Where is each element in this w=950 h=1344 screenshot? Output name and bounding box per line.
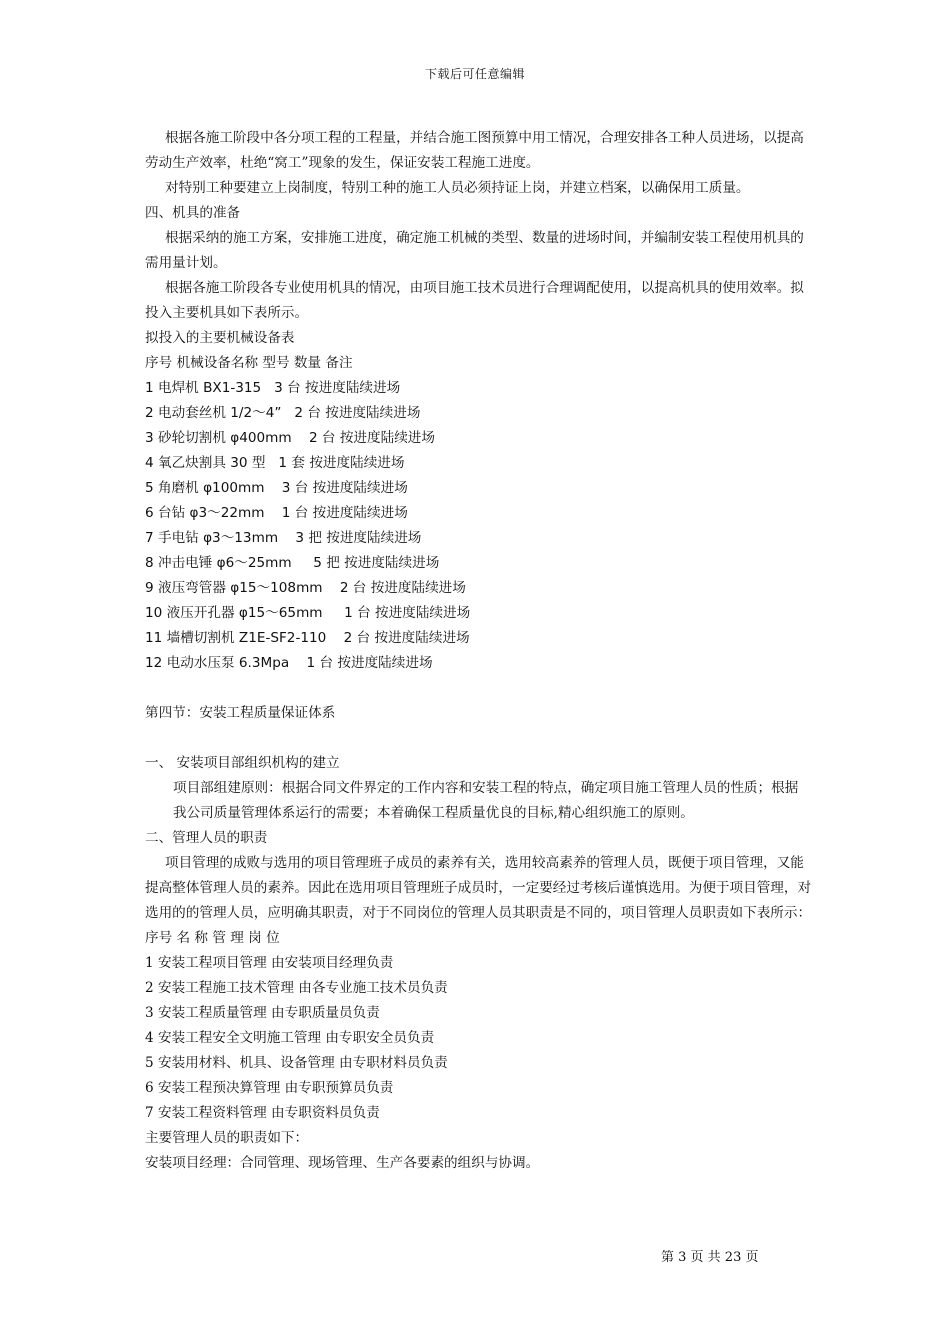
paragraph-organization-principle: 项目部组建原则：根据合同文件界定的工作内容和安装工程的特点，确定项目施工管理人员的性质；根据	[173, 780, 799, 796]
equipment-table-title: 拟投入的主要机械设备表	[145, 330, 295, 346]
paragraph-organization-principle-cont: 我公司质量管理体系运行的需要；本着确保工程质量优良的目标,精心组织施工的原则。	[173, 805, 694, 821]
paragraph-special-trades: 对特别工种要建立上岗制度，特别工种的施工人员必须持证上岗，并建立档案，以确保用工质量。	[165, 180, 750, 196]
equipment-table-header: 序号 机械设备名称 型号 数量 备注	[145, 355, 353, 371]
heading-manager-duties: 二、管理人员的职责	[145, 830, 268, 846]
list-item: 9 液压弯管器 φ15～108mm 2 台 按进度陆续进场	[145, 580, 466, 596]
spacer	[145, 676, 815, 701]
list-item: 4 安装工程安全文明施工管理 由专职安全员负责	[145, 1030, 435, 1046]
list-item: 2 电动套丝机 1/2～4” 2 台 按进度陆续进场	[145, 405, 421, 421]
project-manager-duty: 安装项目经理：合同管理、现场管理、生产各要素的组织与协调。	[145, 1155, 540, 1171]
paragraph-equipment-plan: 根据采纳的施工方案，安排施工进度，确定施工机械的类型、数量的进场时间，并编制安装工程使用机具的需用量计划。	[145, 230, 804, 271]
list-item: 7 安装工程资料管理 由专职资料员负责	[145, 1105, 380, 1121]
list-item: 6 安装工程预决算管理 由专职预算员负责	[145, 1080, 394, 1096]
list-item: 5 安装用材料、机具、设备管理 由专职材料员负责	[145, 1055, 448, 1071]
list-item: 3 砂轮切割机 φ400mm 2 台 按进度陆续进场	[145, 430, 435, 446]
paragraph-equipment-usage: 根据各施工阶段各专业使用机具的情况，由项目施工技术员进行合理调配使用，以提高机具的使用效率。拟投入主要机具如下表所示。	[145, 280, 804, 321]
list-item: 6 台钻 φ3～22mm 1 台 按进度陆续进场	[145, 505, 408, 521]
list-item: 2 安装工程施工技术管理 由各专业施工技术员负责	[145, 980, 448, 996]
paragraph-manager-selection: 项目管理的成败与选用的项目管理班子成员的素养有关，选用较高素养的管理人员，既便于项目管理，又能提高整体管理人员的素养。因此在选用项目管理班子成员时，一定要经过考核后谨慎选用。为便于项目管理，对选用的的管理人员，应明确其职责，对于不同岗位的管理人员其职责是不同的，项目管理人员职责如下表所示：	[145, 855, 812, 921]
heading-organization: 一、 安装项目部组织机构的建立	[145, 755, 340, 771]
main-duties-intro: 主要管理人员的职责如下：	[145, 1130, 309, 1146]
page-header: 下载后可任意编辑	[424, 67, 525, 81]
spacer	[145, 726, 815, 751]
list-item: 1 安装工程项目管理 由安装项目经理负责	[145, 955, 394, 971]
page-number: 第 3 页 共 23 页	[661, 1250, 759, 1265]
list-item: 4 氧乙炔割具 30 型 1 套 按进度陆续进场	[145, 455, 405, 471]
list-item: 1 电焊机 BX1-315 3 台 按进度陆续进场	[145, 380, 401, 396]
duty-table-header: 序号 名 称 管 理 岗 位	[145, 930, 280, 946]
paragraph-labor-arrangement: 根据各施工阶段中各分项工程的工程量，并结合施工图预算中用工情况，合理安排各工种人员进场，以提高劳动生产效率，杜绝“窝工”现象的发生，保证安装工程施工进度。	[145, 130, 804, 171]
list-item: 11 墙槽切割机 Z1E-SF2-110 2 台 按进度陆续进场	[145, 630, 470, 646]
document-body	[145, 126, 815, 1176]
list-item: 3 安装工程质量管理 由专职质量员负责	[145, 1005, 380, 1021]
heading-equipment-preparation: 四、机具的准备	[145, 205, 241, 221]
section-title-quality-system: 第四节：安装工程质量保证体系	[145, 705, 336, 721]
equipment-list	[145, 376, 815, 676]
list-item: 5 角磨机 φ100mm 3 台 按进度陆续进场	[145, 480, 408, 496]
duty-list	[145, 951, 815, 1126]
list-item: 12 电动水压泵 6.3Mpa 1 台 按进度陆续进场	[145, 655, 433, 671]
list-item: 10 液压开孔器 φ15～65mm 1 台 按进度陆续进场	[145, 605, 471, 621]
list-item: 8 冲击电锤 φ6～25mm 5 把 按进度陆续进场	[145, 555, 440, 571]
list-item: 7 手电钻 φ3～13mm 3 把 按进度陆续进场	[145, 530, 422, 546]
